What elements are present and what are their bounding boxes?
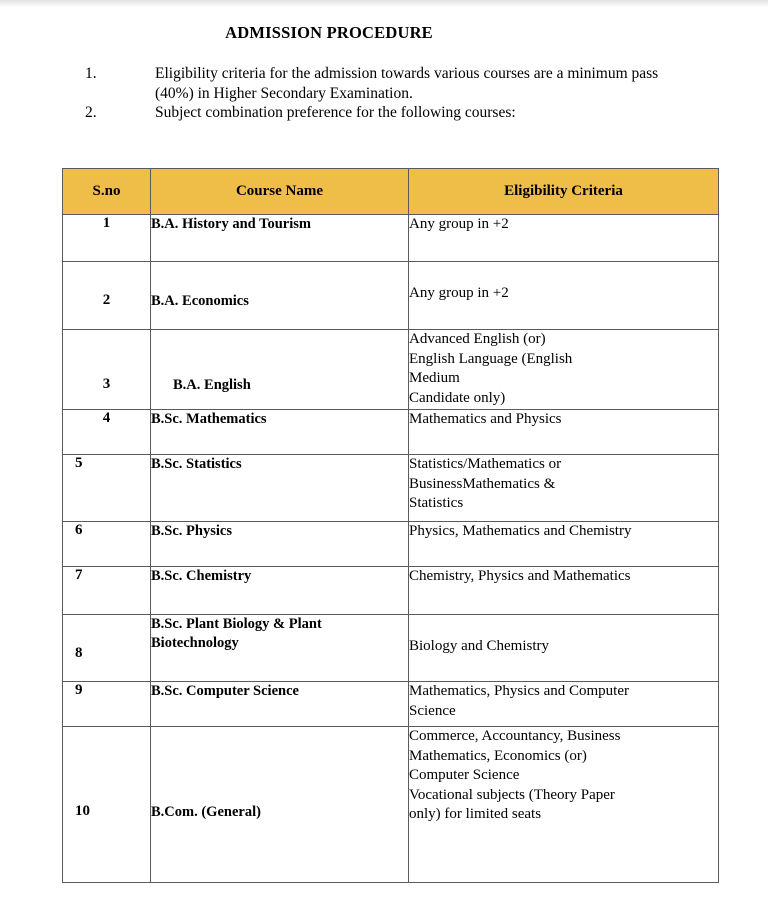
cell-sno: 3 — [63, 330, 151, 410]
cell-course-name: B.Sc. Plant Biology & Plant Biotechnology — [151, 615, 409, 682]
cell-sno: 10 — [63, 727, 151, 883]
page-edge-shading — [0, 0, 768, 7]
column-header-eligibility: Eligibility Criteria — [409, 169, 719, 215]
cell-eligibility: Mathematics, Physics and Computer Science — [409, 682, 719, 727]
cell-eligibility: Chemistry, Physics and Mathematics — [409, 567, 719, 615]
table-row — [63, 567, 719, 615]
column-header-sno: S.no — [63, 169, 151, 215]
cell-sno: 7 — [63, 567, 151, 615]
cell-eligibility: Commerce, Accountancy, Business Mathematics, Economics (or) Computer Science Vocational subjects (Theory Paper only) for limited seats — [409, 727, 719, 883]
cell-course-name: B.A. Economics — [151, 262, 409, 330]
cell-course-name: B.Sc. Mathematics — [151, 410, 409, 455]
intro-list-item — [0, 64, 700, 103]
cell-sno: 2 — [63, 262, 151, 330]
cell-sno: 6 — [63, 522, 151, 567]
table-row — [63, 410, 719, 455]
cell-sno: 1 — [63, 215, 151, 262]
cell-sno: 8 — [63, 615, 151, 682]
table-row — [63, 455, 719, 522]
cell-course-name: B.A. History and Tourism — [151, 215, 409, 262]
intro-item-number: 2. — [85, 104, 97, 121]
cell-course-name: B.Sc. Physics — [151, 522, 409, 567]
table-row — [63, 330, 719, 410]
intro-item-text: Subject combination preference for the following courses: — [155, 104, 516, 121]
column-header-course-name: Course Name — [151, 169, 409, 215]
cell-eligibility: Any group in +2 — [409, 215, 719, 262]
table-row — [63, 615, 719, 682]
cell-eligibility: Statistics/Mathematics or BusinessMathematics & Statistics — [409, 455, 719, 522]
page-title: ADMISSION PROCEDURE — [225, 23, 433, 42]
cell-eligibility: Biology and Chemistry — [409, 615, 719, 682]
cell-course-name: B.Com. (General) — [151, 727, 409, 883]
intro-numbered-list — [0, 64, 700, 123]
cell-course-name: B.Sc. Statistics — [151, 455, 409, 522]
cell-sno: 9 — [63, 682, 151, 727]
intro-item-text: Eligibility criteria for the admission towards various courses are a minimum pass (40%) in Higher Secondary Examination. — [155, 65, 659, 102]
cell-course-name: B.Sc. Chemistry — [151, 567, 409, 615]
cell-eligibility: Mathematics and Physics — [409, 410, 719, 455]
cell-eligibility: Physics, Mathematics and Chemistry — [409, 522, 719, 567]
table-row — [63, 682, 719, 727]
cell-eligibility: Any group in +2 — [409, 262, 719, 330]
intro-item-number: 1. — [85, 65, 97, 82]
table-row — [63, 727, 719, 883]
cell-course-name: B.A. English — [151, 330, 409, 410]
cell-eligibility: Advanced English (or) English Language (English Medium Candidate only) — [409, 330, 719, 410]
table-row — [63, 262, 719, 330]
cell-course-name: B.Sc. Computer Science — [151, 682, 409, 727]
cell-sno: 5 — [63, 455, 151, 522]
cell-sno: 4 — [63, 410, 151, 455]
course-eligibility-table — [62, 168, 719, 883]
table-header-row — [63, 169, 719, 215]
table-row — [63, 522, 719, 567]
table-row — [63, 215, 719, 262]
intro-list-item — [0, 103, 700, 123]
